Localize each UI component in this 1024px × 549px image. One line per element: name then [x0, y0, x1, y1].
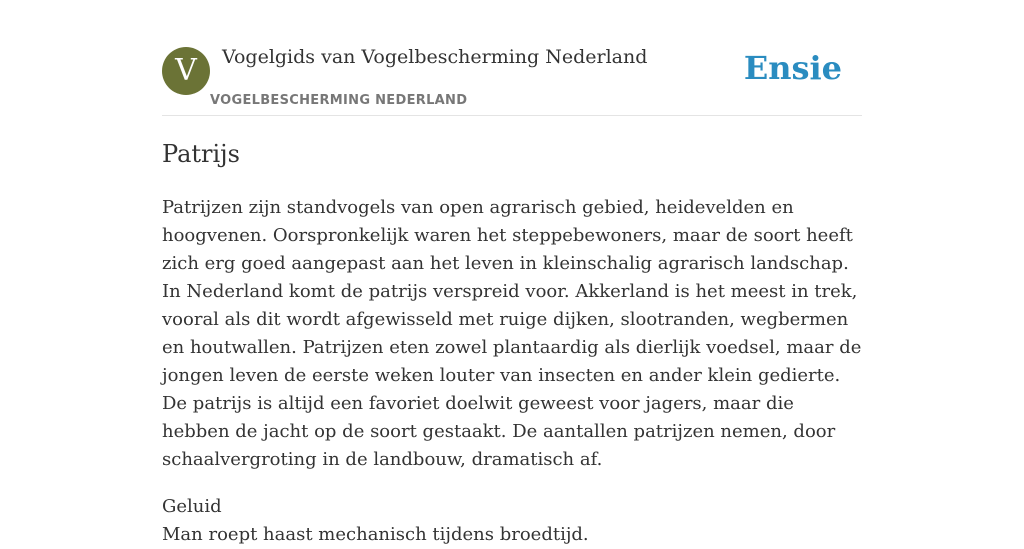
- publisher-label[interactable]: VOGELBESCHERMING NEDERLAND: [210, 93, 468, 108]
- ensie-logo[interactable]: Ensie: [743, 49, 842, 87]
- avatar: V: [162, 47, 210, 95]
- header: [162, 0, 862, 116]
- entry-content: [162, 138, 866, 549]
- source-title[interactable]: Vogelgids van Vogelbescherming Nederland: [222, 46, 648, 68]
- entry-title: Patrijs: [162, 140, 240, 168]
- entry-body: Patrijzen zijn standvogels van open agrarisch gebied, heidevelden en hoogvenen. Oorspronkelijk waren het steppebewoners, maar de soort heeft zich erg goed aangepast aan het leven in kleinschalig agrarisch landschap. In Nederland komt de patrijs verspreid voor. Akkerland is het meest in trek, vooral als dit wordt afgewisseld met ruige dijken, slootranden, wegbermen en houtwallen. Patrijzen eten zowel plantaardig als dierlijk voedsel, maar de jongen leven de eerste weken louter van insecten en ander klein gedierte. De patrijs is altijd een favoriet doelwit geweest voor jagers, maar die hebben de jacht op de soort gestaakt. De aantallen patrijzen nemen, door schaalvergroting in de landbouw, dramatisch af.: [162, 197, 862, 470]
- section-text-geluid: Man roept haast mechanisch tijdens broedtijd.: [162, 524, 589, 545]
- section-heading-geluid: Geluid: [162, 496, 222, 517]
